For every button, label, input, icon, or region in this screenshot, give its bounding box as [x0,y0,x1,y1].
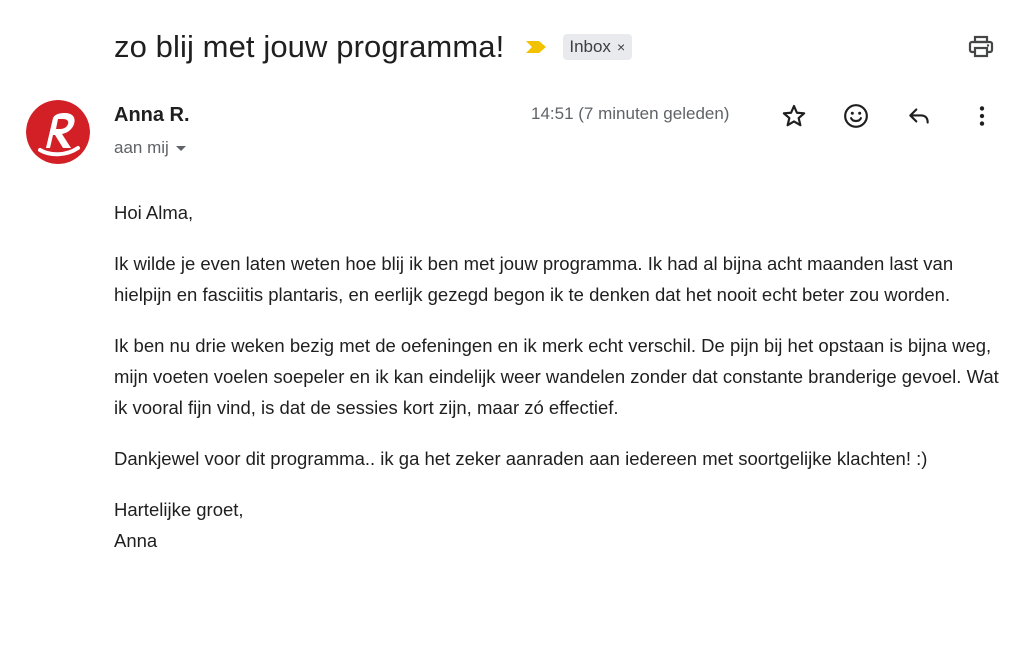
email-greeting: Hoi Alma, [114,202,194,223]
email-paragraph: Ik ben nu drie weken bezig met de oefeningen en ik merk echt verschil. De pijn bij het opstaan is bijna weg, mijn voeten voelen soepeler en ik kan eindelijk weer wandelen zonder dat constante branderige gevoel. Wat ik vooral fijn vind, is dat de sessies kort zijn, maar zó effectief. [114,335,999,418]
recipient-text: aan mij [114,138,169,157]
email-closing: Hartelijke groet, [114,499,244,520]
chevron-down-icon [176,146,186,151]
email-body [114,197,1004,556]
star-button[interactable] [778,100,810,132]
subject-row [114,22,632,72]
star-icon [781,103,807,129]
avatar-logo [26,100,90,164]
email-paragraph: Ik wilde je even laten weten hoe blij ik ben met jouw programma. Ik had al bijna acht maanden last van hielpijn en fasciitis plantaris, en eerlijk gezegd begon ik te denken dat het nooit echt beter zou worden. [114,253,954,305]
emoji-reaction-button[interactable] [840,100,872,132]
reply-icon [906,103,932,129]
more-vert-icon [969,103,995,129]
print-icon [968,35,994,59]
email-timestamp: 14:51 (7 minuten geleden) [531,104,730,123]
inbox-label-chip [563,34,632,60]
reply-button[interactable] [903,100,935,132]
email-signature: Anna [114,530,158,551]
email-subject: zo blij met jouw programma! [114,29,505,64]
sender-name: Anna R. [114,104,190,126]
emoji-reaction-icon [843,103,869,129]
importance-marker-icon[interactable] [525,40,547,54]
remove-label-button[interactable]: × [616,39,626,55]
email-paragraph: Dankjewel voor dit programma.. ik ga het zeker aanraden aan iedereen met soortgelijke klachten! :) [114,448,928,469]
sender-avatar[interactable] [26,100,90,164]
print-button[interactable] [966,33,996,61]
more-options-button[interactable] [966,100,998,132]
recipient-details-toggle[interactable] [114,138,186,158]
label-text: Inbox [569,37,611,56]
